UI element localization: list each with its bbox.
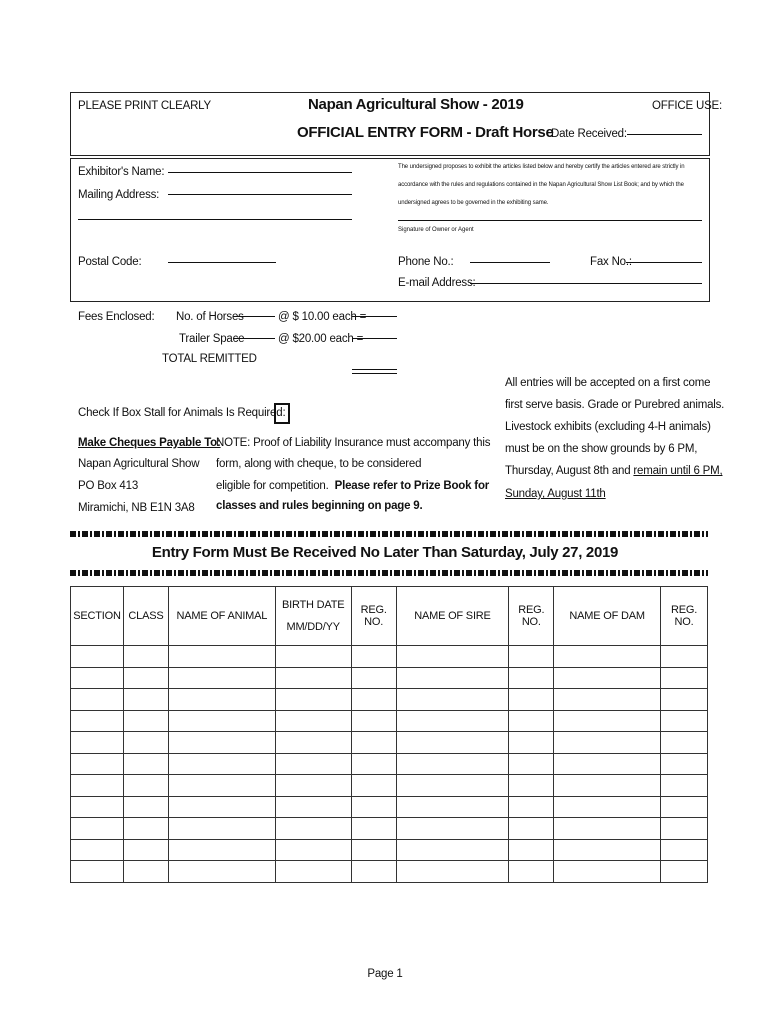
phone-field[interactable] <box>470 262 550 263</box>
table-cell-input[interactable] <box>509 839 554 861</box>
table-row <box>71 646 708 668</box>
entries-info-line-2: first serve basis. Grade or Purebred animals. <box>505 399 725 411</box>
total-remitted-double-line <box>352 373 397 374</box>
horses-rate: @ $ 10.00 each = <box>278 311 367 323</box>
table-cell-input[interactable] <box>351 818 396 840</box>
table-cell-input[interactable] <box>168 775 275 797</box>
table-cell-input[interactable] <box>71 689 124 711</box>
table-cell-input[interactable] <box>71 753 124 775</box>
table-cell-input[interactable] <box>168 646 275 668</box>
table-cell-input[interactable] <box>168 710 275 732</box>
table-cell-input[interactable] <box>275 818 351 840</box>
signature-field[interactable] <box>398 220 702 221</box>
table-cell-input[interactable] <box>509 710 554 732</box>
table-header-row <box>71 587 708 646</box>
table-cell-input[interactable] <box>554 861 661 883</box>
table-row <box>71 732 708 754</box>
table-cell-input[interactable] <box>351 775 396 797</box>
exhibitor-name-field[interactable] <box>168 172 352 173</box>
page-number: Page 1 <box>367 968 403 980</box>
postal-code-label: Postal Code: <box>78 256 142 268</box>
col-birth-date-line-2: MM/DD/YY <box>286 621 340 633</box>
table-row <box>71 667 708 689</box>
table-cell-input[interactable] <box>351 796 396 818</box>
deadline-border-top <box>70 531 708 537</box>
table-cell-input[interactable] <box>123 689 168 711</box>
note-line-3 <box>216 480 489 492</box>
email-label: E-mail Address: <box>398 277 476 289</box>
table-cell-input[interactable] <box>123 861 168 883</box>
table-cell-input[interactable] <box>661 710 708 732</box>
table-cell-input[interactable] <box>396 689 509 711</box>
table-cell-input[interactable] <box>509 667 554 689</box>
note-line-4: classes and rules beginning on page 9. <box>216 500 423 512</box>
signature-label: Signature of Owner or Agent <box>398 227 474 233</box>
email-field[interactable] <box>470 283 702 284</box>
form-subtitle: OFFICIAL ENTRY FORM - Draft Horse <box>297 124 554 141</box>
note-line-2: form, along with cheque, to be considered <box>216 458 422 470</box>
table-cell-input[interactable] <box>168 861 275 883</box>
entries-info-line-4: must be on the show grounds by 6 PM, <box>505 443 698 455</box>
declaration-text: The undersigned proposes to exhibit the articles listed below and hereby certify the articles entered are strictly in accordance with the rules and regulations contained in the Napan Agricultural Show List Book; and by which the undersigned agrees to be governed in the exhibiting same. <box>398 164 685 206</box>
table-cell-input[interactable] <box>554 839 661 861</box>
table-cell-input[interactable] <box>275 861 351 883</box>
table-cell-input[interactable] <box>509 732 554 754</box>
table-cell-input[interactable] <box>509 753 554 775</box>
table-cell-input[interactable] <box>554 667 661 689</box>
table-cell-input[interactable] <box>275 796 351 818</box>
office-use-label: OFFICE USE: <box>652 100 723 112</box>
col-reg-no-animal: REG. NO. <box>351 587 396 646</box>
mailing-address-label: Mailing Address: <box>78 189 160 201</box>
table-cell-input[interactable] <box>661 689 708 711</box>
horses-label: No. of Horses <box>176 311 244 323</box>
table-cell-input[interactable] <box>661 667 708 689</box>
entries-info-line-5 <box>505 465 722 477</box>
col-birth-date-line-1: BIRTH DATE <box>282 599 345 611</box>
table-cell-input[interactable] <box>275 732 351 754</box>
table-cell-input[interactable] <box>168 839 275 861</box>
table-cell-input[interactable] <box>275 689 351 711</box>
table-cell-input[interactable] <box>168 753 275 775</box>
cheques-line-3: Miramichi, NB E1N 3A8 <box>78 502 195 514</box>
note-line-3-bold: Please refer to Prize Book for <box>334 480 490 492</box>
table-row <box>71 818 708 840</box>
table-cell-input[interactable] <box>275 839 351 861</box>
col-reg-no-sire: REG. NO. <box>509 587 554 646</box>
note-line-3-text: eligible for competition. <box>216 480 329 492</box>
table-cell-input[interactable] <box>396 710 509 732</box>
box-stall-checkbox[interactable] <box>274 403 290 424</box>
date-received-label: Date Received: <box>551 128 627 140</box>
table-row <box>71 796 708 818</box>
table-cell-input[interactable] <box>275 646 351 668</box>
cheques-line-2: PO Box 413 <box>78 480 139 492</box>
col-sire-name: NAME OF SIRE <box>396 587 509 646</box>
table-cell-input[interactable] <box>396 646 509 668</box>
table-cell-input[interactable] <box>351 861 396 883</box>
table-cell-input[interactable] <box>123 753 168 775</box>
table-cell-input[interactable] <box>661 732 708 754</box>
trailer-total-field[interactable] <box>352 338 397 339</box>
entries-info-line-6: Sunday, August 11th <box>505 488 606 500</box>
table-cell-input[interactable] <box>396 796 509 818</box>
table-cell-input[interactable] <box>554 710 661 732</box>
table-cell-input[interactable] <box>168 667 275 689</box>
table-cell-input[interactable] <box>71 839 124 861</box>
table-cell-input[interactable] <box>396 861 509 883</box>
total-remitted-label: TOTAL REMITTED <box>162 353 257 365</box>
table-cell-input[interactable] <box>661 818 708 840</box>
table-cell-input[interactable] <box>168 796 275 818</box>
table-cell-input[interactable] <box>509 861 554 883</box>
table-cell-input[interactable] <box>71 775 124 797</box>
table-cell-input[interactable] <box>275 775 351 797</box>
table-cell-input[interactable] <box>275 667 351 689</box>
table-cell-input[interactable] <box>554 732 661 754</box>
mailing-address-field-1[interactable] <box>168 194 352 195</box>
box-stall-label: Check If Box Stall for Animals Is Required: <box>78 407 286 419</box>
col-section: SECTION <box>71 587 124 646</box>
fees-label: Fees Enclosed: <box>78 311 155 323</box>
fax-field[interactable] <box>626 262 702 263</box>
table-cell-input[interactable] <box>396 775 509 797</box>
col-birth-date <box>275 587 351 646</box>
table-cell-input[interactable] <box>123 839 168 861</box>
table-cell-input[interactable] <box>661 796 708 818</box>
table-cell-input[interactable] <box>396 753 509 775</box>
col-class: CLASS <box>123 587 168 646</box>
table-cell-input[interactable] <box>509 775 554 797</box>
table-cell-input[interactable] <box>396 839 509 861</box>
table-cell-input[interactable] <box>123 796 168 818</box>
table-cell-input[interactable] <box>351 753 396 775</box>
table-cell-input[interactable] <box>275 753 351 775</box>
table-cell-input[interactable] <box>123 818 168 840</box>
table-cell-input[interactable] <box>509 796 554 818</box>
table-cell-input[interactable] <box>396 667 509 689</box>
table-cell-input[interactable] <box>351 839 396 861</box>
table-cell-input[interactable] <box>509 646 554 668</box>
table-cell-input[interactable] <box>351 689 396 711</box>
table-cell-input[interactable] <box>71 796 124 818</box>
table-cell-input[interactable] <box>396 732 509 754</box>
trailer-count-field[interactable] <box>233 338 275 339</box>
table-cell-input[interactable] <box>275 710 351 732</box>
table-cell-input[interactable] <box>509 689 554 711</box>
table-cell-input[interactable] <box>661 646 708 668</box>
horses-count-field[interactable] <box>233 316 275 317</box>
table-cell-input[interactable] <box>509 818 554 840</box>
postal-code-field[interactable] <box>168 262 276 263</box>
table-cell-input[interactable] <box>71 646 124 668</box>
entry-table <box>70 586 708 883</box>
table-cell-input[interactable] <box>71 710 124 732</box>
deadline-text: Entry Form Must Be Received No Later Than Saturday, July 27, 2019 <box>151 544 619 561</box>
cheques-heading: Make Cheques Payable To: <box>78 437 221 449</box>
table-cell-input[interactable] <box>554 818 661 840</box>
table-cell-input[interactable] <box>123 732 168 754</box>
form-title: Napan Agricultural Show - 2019 <box>308 96 524 113</box>
table-cell-input[interactable] <box>554 775 661 797</box>
table-cell-input[interactable] <box>661 775 708 797</box>
col-dam-name: NAME OF DAM <box>554 587 661 646</box>
col-animal-name: NAME OF ANIMAL <box>168 587 275 646</box>
table-cell-input[interactable] <box>71 861 124 883</box>
table-row <box>71 861 708 883</box>
table-cell-input[interactable] <box>351 710 396 732</box>
table-row <box>71 839 708 861</box>
table-cell-input[interactable] <box>661 839 708 861</box>
table-cell-input[interactable] <box>168 732 275 754</box>
mailing-address-field-2[interactable] <box>78 219 352 220</box>
table-cell-input[interactable] <box>351 732 396 754</box>
table-cell-input[interactable] <box>351 646 396 668</box>
total-remitted-field[interactable] <box>352 369 397 370</box>
entries-info-line-5b: remain until 6 PM, <box>633 465 723 477</box>
table-row <box>71 710 708 732</box>
table-cell-input[interactable] <box>661 753 708 775</box>
horses-total-field[interactable] <box>352 316 397 317</box>
table-cell-input[interactable] <box>123 775 168 797</box>
table-cell-input[interactable] <box>71 732 124 754</box>
trailer-label: Trailer Space <box>179 333 245 345</box>
table-row <box>71 689 708 711</box>
cheques-line-1: Napan Agricultural Show <box>78 458 200 470</box>
entry-rows <box>71 646 708 883</box>
table-row <box>71 753 708 775</box>
table-cell-input[interactable] <box>396 818 509 840</box>
table-row <box>71 775 708 797</box>
entries-info-line-5a: Thursday, August 8th and <box>505 465 631 477</box>
col-reg-no-dam: REG. NO. <box>661 587 708 646</box>
table-cell-input[interactable] <box>351 667 396 689</box>
table-cell-input[interactable] <box>123 667 168 689</box>
table-cell-input[interactable] <box>554 646 661 668</box>
table-cell-input[interactable] <box>71 667 124 689</box>
table-cell-input[interactable] <box>168 689 275 711</box>
table-cell-input[interactable] <box>123 710 168 732</box>
table-cell-input[interactable] <box>71 818 124 840</box>
table-cell-input[interactable] <box>554 753 661 775</box>
entries-info-line-3: Livestock exhibits (excluding 4-H animals) <box>505 421 711 433</box>
note-line-1: NOTE: Proof of Liability Insurance must accompany this <box>216 437 491 449</box>
date-received-field[interactable] <box>627 134 702 135</box>
exhibitor-name-label: Exhibitor's Name: <box>78 166 165 178</box>
phone-label: Phone No.: <box>398 256 454 268</box>
entries-info-line-1: All entries will be accepted on a first come <box>505 377 711 389</box>
table-cell-input[interactable] <box>168 818 275 840</box>
deadline-border-bottom <box>70 570 708 576</box>
table-cell-input[interactable] <box>661 861 708 883</box>
trailer-rate: @ $20.00 each = <box>278 333 364 345</box>
table-cell-input[interactable] <box>554 689 661 711</box>
print-clearly-note: PLEASE PRINT CLEARLY <box>78 100 211 112</box>
table-cell-input[interactable] <box>123 646 168 668</box>
table-cell-input[interactable] <box>554 796 661 818</box>
fax-label: Fax No.: <box>590 256 632 268</box>
